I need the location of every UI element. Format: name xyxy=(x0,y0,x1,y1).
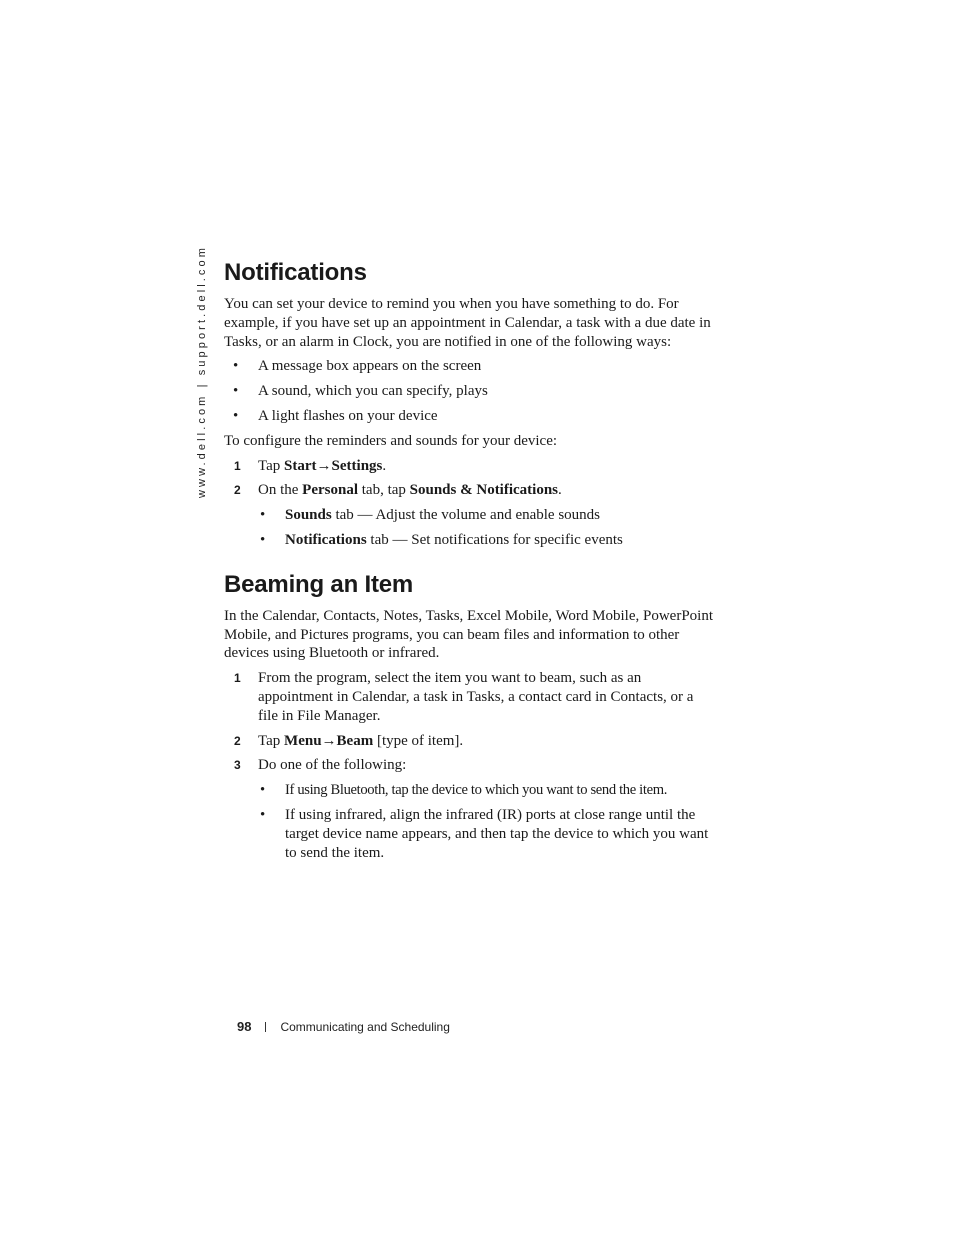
heading-notifications: Notifications xyxy=(224,259,367,286)
tab-sounds: Sounds xyxy=(285,507,332,524)
list-item-text: tab — Set notifications for specific events xyxy=(366,531,623,548)
menu-settings: Settings xyxy=(331,457,383,474)
tab-list xyxy=(258,506,714,550)
list-item: • If using infrared, align the infrared (IR) ports at close range until the target device name appears, and then tap the device to which you want to send the item. xyxy=(258,806,714,862)
notifications-steps xyxy=(224,457,714,550)
list-item: • A sound, which you can specify, plays xyxy=(224,382,714,401)
menu-beam: Beam xyxy=(336,732,374,749)
heading-beaming: Beaming an Item xyxy=(224,570,414,598)
footer-divider xyxy=(265,1022,266,1032)
step-text: . xyxy=(558,482,562,499)
list-item xyxy=(258,531,714,550)
menu-menu: Menu xyxy=(284,732,322,749)
tab-personal: Personal xyxy=(302,482,358,499)
step-text: tab, tap xyxy=(358,482,410,499)
notifications-intro: You can set your device to remind you when you have something to do. For example, if you have set up an appointment in Calendar, a task with a due date in Tasks, or an alarm in Clock, you are notified in one of the following ways: xyxy=(224,296,711,350)
step-text: . xyxy=(382,457,387,474)
list-item: • A light flashes on your device xyxy=(224,407,714,426)
arrow-icon: → xyxy=(316,457,332,474)
step-text: Do one of the following: xyxy=(258,757,407,774)
step-3 xyxy=(224,756,714,862)
step-text: [type of item]. xyxy=(373,732,464,749)
step-1 xyxy=(224,457,714,476)
page-footer xyxy=(237,1019,450,1034)
step-text: On the xyxy=(258,482,303,499)
step-1 xyxy=(224,669,714,725)
step-text: Tap xyxy=(258,732,285,749)
list-item xyxy=(258,506,714,525)
chapter-title: Communicating and Scheduling xyxy=(280,1020,450,1034)
list-item: • If using Bluetooth, tap the device to which you want to send the item. xyxy=(258,781,714,800)
step-number: 1 xyxy=(234,458,241,473)
page-content xyxy=(224,256,714,868)
step-number: 1 xyxy=(234,671,241,686)
step-2 xyxy=(224,732,714,751)
page-number: 98 xyxy=(237,1019,252,1034)
tab-notifications: Notifications xyxy=(285,531,367,548)
configure-lead: To configure the reminders and sounds for your device: xyxy=(224,432,558,449)
step-number: 3 xyxy=(234,758,241,773)
beam-options-list xyxy=(258,781,714,862)
step-text: Tap xyxy=(258,457,285,474)
arrow-icon: → xyxy=(321,732,337,749)
step-number: 2 xyxy=(234,733,241,748)
sounds-notifications-option: Sounds & Notifications xyxy=(409,482,559,499)
menu-start: Start xyxy=(284,457,317,474)
beaming-steps xyxy=(224,669,714,862)
beaming-intro: In the Calendar, Contacts, Notes, Tasks, Excel Mobile, Word Mobile, PowerPoint Mobile, and Pictures programs, you can beam files and information to other devices using Bluetooth or infrared. xyxy=(224,607,714,662)
step-number: 2 xyxy=(234,483,241,498)
step-2 xyxy=(224,481,714,549)
notification-ways-list xyxy=(224,357,714,425)
list-item-text: tab — Adjust the volume and enable sounds xyxy=(331,507,601,524)
side-url: www.dell.com | support.dell.com xyxy=(196,244,208,498)
step-text: From the program, select the item you want to beam, such as an appointment in Calendar, a task in Tasks, a contact card in Contacts, or a file in File Manager. xyxy=(258,670,694,724)
list-item: • A message box appears on the screen xyxy=(224,357,714,376)
